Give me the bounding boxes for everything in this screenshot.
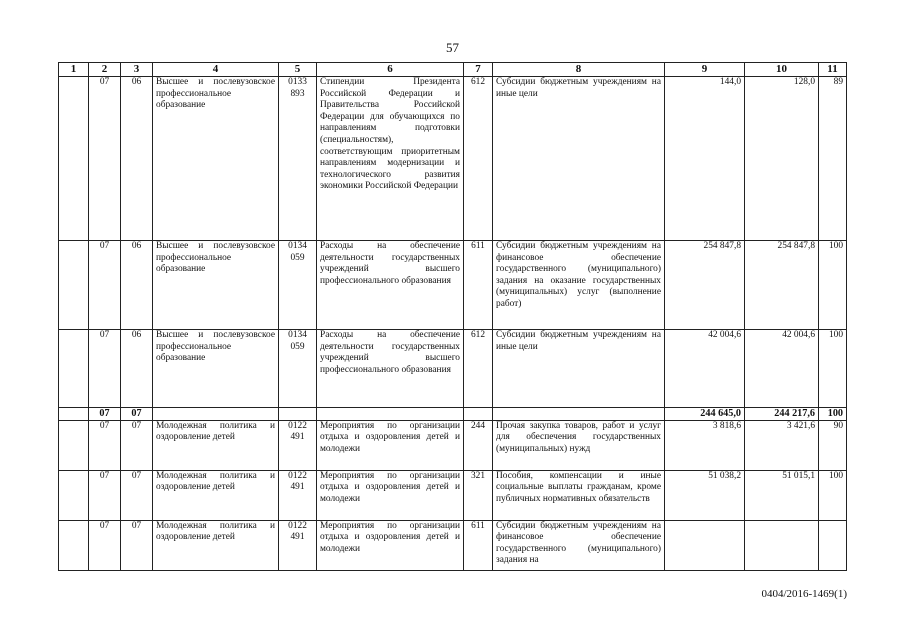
cell-expense-name: Субсидии бюджетным учреждениям на иные цели: [493, 330, 665, 408]
cell-expense-code: 244: [464, 420, 493, 470]
cell-expense-code: 612: [464, 330, 493, 408]
cell-section: 07: [89, 470, 121, 520]
cell-expense-code: 612: [464, 77, 493, 241]
cell-expense-name: Пособия, компенсации и иные социальные выплаты гражданам, кроме публичных нормативных обязательств: [493, 470, 665, 520]
cell-section: 07: [89, 408, 121, 421]
cell-subsection: 07: [121, 470, 153, 520]
cell-planned: [665, 520, 745, 570]
cell-expense-name: Субсидии бюджетным учреждениям на финансовое обеспечение государственного (муниципального) задания на: [493, 520, 665, 570]
cell-target-name: Расходы на обеспечение деятельности государственных учреждений высшего профессионального образования: [317, 330, 464, 408]
cell-subsection: 06: [121, 77, 153, 241]
cell-executed: [745, 520, 819, 570]
cell-name: [153, 408, 279, 421]
cell-target-code: 0134 059: [279, 330, 317, 408]
cell-col1: [59, 420, 89, 470]
cell-expense-code: 321: [464, 470, 493, 520]
cell-target-code: 0122 491: [279, 470, 317, 520]
cell-section: 07: [89, 241, 121, 330]
cell-target-name: Мероприятия по организации отдыха и оздоровления детей и молодежи: [317, 520, 464, 570]
cell-expense-name: Субсидии бюджетным учреждениям на финансовое обеспечение государственного (муниципального) задания на оказание государственных (муниципальных) услуг (выполнение работ): [493, 241, 665, 330]
cell-percent: 89: [819, 77, 847, 241]
cell-target-code: [279, 408, 317, 421]
cell-percent: 100: [819, 330, 847, 408]
cell-percent: 90: [819, 420, 847, 470]
cell-subsection: 07: [121, 408, 153, 421]
cell-target-name: Расходы на обеспечение деятельности государственных учреждений высшего профессионального образования: [317, 241, 464, 330]
cell-subsection: 06: [121, 241, 153, 330]
column-header: 3: [121, 63, 153, 77]
column-header: 11: [819, 63, 847, 77]
column-header: 7: [464, 63, 493, 77]
cell-target-code: 0122 491: [279, 420, 317, 470]
cell-percent: 100: [819, 408, 847, 421]
cell-name: Высшее и послевузовское профессиональное образование: [153, 330, 279, 408]
cell-target-name: [317, 408, 464, 421]
cell-executed: 128,0: [745, 77, 819, 241]
cell-section: 07: [89, 330, 121, 408]
cell-percent: [819, 520, 847, 570]
cell-planned: 144,0: [665, 77, 745, 241]
cell-planned: 244 645,0: [665, 408, 745, 421]
page-number: 57: [446, 40, 459, 55]
column-header: 1: [59, 63, 89, 77]
cell-expense-name: Прочая закупка товаров, работ и услуг для обеспечения государственных (муниципальных) нужд: [493, 420, 665, 470]
cell-col1: [59, 77, 89, 241]
cell-section: 07: [89, 77, 121, 241]
cell-col1: [59, 330, 89, 408]
cell-expense-name: Субсидии бюджетным учреждениям на иные цели: [493, 77, 665, 241]
cell-executed: 3 421,6: [745, 420, 819, 470]
table-row: [59, 241, 847, 330]
cell-target-name: Мероприятия по организации отдыха и оздоровления детей и молодежи: [317, 420, 464, 470]
cell-planned: 51 038,2: [665, 470, 745, 520]
cell-planned: 42 004,6: [665, 330, 745, 408]
cell-executed: 244 217,6: [745, 408, 819, 421]
cell-target-code: 0122 491: [279, 520, 317, 570]
cell-planned: 254 847,8: [665, 241, 745, 330]
cell-col1: [59, 408, 89, 421]
cell-target-name: Стипендии Президента Российской Федерации и Правительства Российской Федерации для обучающихся по направлениям подготовки (специальностям), соответствующим приоритетным направлениям модернизации и технологического развития экономики Российской Федерации: [317, 77, 464, 241]
cell-name: Высшее и послевузовское профессиональное образование: [153, 241, 279, 330]
cell-subsection: 06: [121, 330, 153, 408]
cell-percent: 100: [819, 470, 847, 520]
header-row: [59, 63, 847, 77]
cell-subsection: 07: [121, 420, 153, 470]
cell-section: 07: [89, 520, 121, 570]
column-header: 4: [153, 63, 279, 77]
column-header: 9: [665, 63, 745, 77]
cell-col1: [59, 470, 89, 520]
cell-col1: [59, 520, 89, 570]
cell-target-code: 0134 059: [279, 241, 317, 330]
column-header: 6: [317, 63, 464, 77]
column-header: 10: [745, 63, 819, 77]
cell-name: Молодежная политика и оздоровление детей: [153, 520, 279, 570]
table-row: [59, 330, 847, 408]
cell-name: Высшее и послевузовское профессиональное образование: [153, 77, 279, 241]
cell-executed: 42 004,6: [745, 330, 819, 408]
cell-subsection: 07: [121, 520, 153, 570]
cell-expense-code: [464, 408, 493, 421]
cell-name: Молодежная политика и оздоровление детей: [153, 470, 279, 520]
budget-table: [58, 62, 847, 571]
cell-section: 07: [89, 420, 121, 470]
document-id: 0404/2016-1469(1): [761, 588, 847, 600]
table-row: [59, 520, 847, 570]
cell-planned: 3 818,6: [665, 420, 745, 470]
cell-col1: [59, 241, 89, 330]
subtotal-row: [59, 408, 847, 421]
cell-name: Молодежная политика и оздоровление детей: [153, 420, 279, 470]
table-row: [59, 420, 847, 470]
cell-executed: 51 015,1: [745, 470, 819, 520]
column-header: 5: [279, 63, 317, 77]
cell-expense-name: [493, 408, 665, 421]
table-row: [59, 470, 847, 520]
cell-target-name: Мероприятия по организации отдыха и оздоровления детей и молодежи: [317, 470, 464, 520]
column-header: 2: [89, 63, 121, 77]
table-row: [59, 77, 847, 241]
cell-target-code: 0133 893: [279, 77, 317, 241]
cell-expense-code: 611: [464, 520, 493, 570]
cell-executed: 254 847,8: [745, 241, 819, 330]
cell-percent: 100: [819, 241, 847, 330]
column-header: 8: [493, 63, 665, 77]
cell-expense-code: 611: [464, 241, 493, 330]
